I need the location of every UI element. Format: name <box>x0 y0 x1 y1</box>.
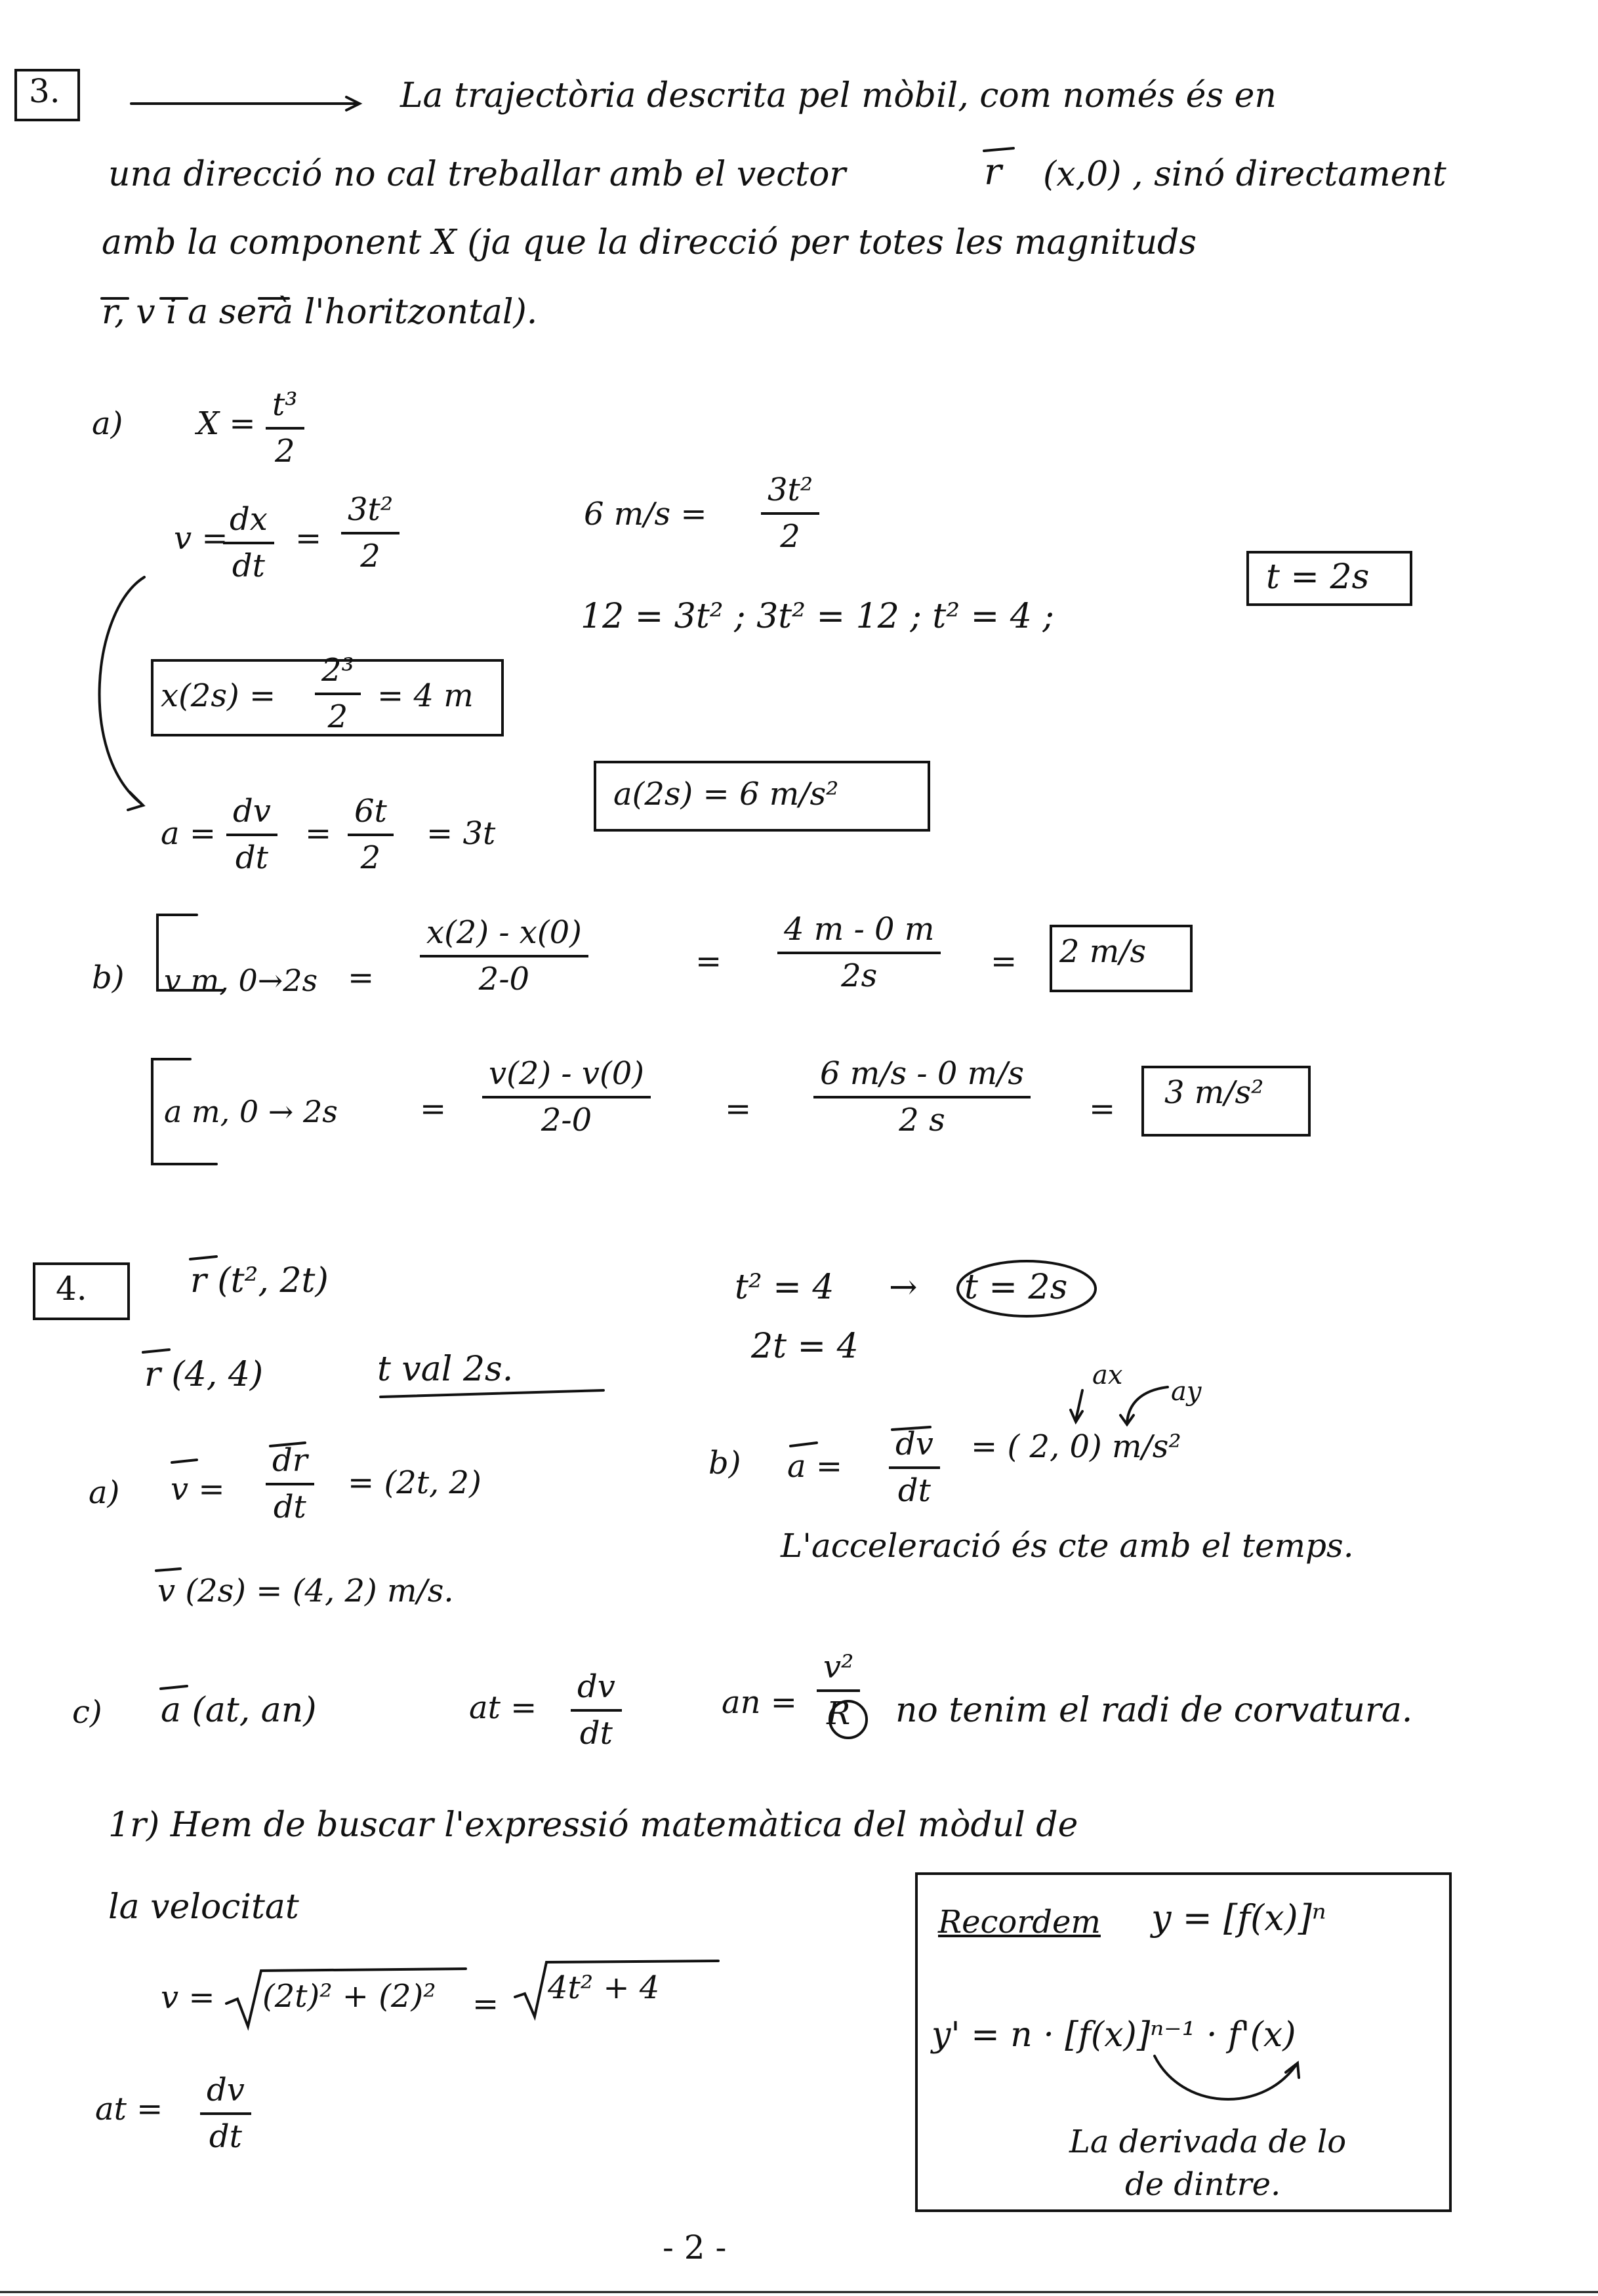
q4-b-lhs: a = <box>787 1448 843 1485</box>
q3-am-num2: 6 m/s - 0 m/s <box>813 1056 1031 1098</box>
q4-mod-radicand: (2t)² + (2)² <box>262 1978 436 2015</box>
q3-intro-line2-tail: (x,0) , sinó directament <box>1043 155 1446 194</box>
q3-x2s-num: 2³ <box>315 653 361 695</box>
q3-am-box: 3 m/s² <box>1164 1074 1264 1111</box>
q3-acc-deriv-num: dv <box>226 794 277 836</box>
q4-mod-eq: = <box>472 1986 499 2023</box>
q3-vm-lhs: v m, 0→2s <box>164 963 318 998</box>
q4-mod-radicand2: 4t² + 4 <box>548 1969 660 2006</box>
q4-mod-lhs: v = <box>161 1979 215 2016</box>
q4-r-44: r (4, 4) <box>144 1355 264 1394</box>
q3-vm-eq2: = <box>695 943 722 980</box>
q3-acc-num: 6t <box>348 794 394 836</box>
q3-acc-den: 2 <box>360 839 381 877</box>
q4-c-an-fraction <box>817 1649 860 1732</box>
q4-c-an-num: v² <box>817 1649 860 1692</box>
q3-intro-line2: una direcció no cal treballar amb el vector <box>108 155 846 194</box>
q3-am-eq3: = <box>1089 1091 1116 1127</box>
q3-x2s-lhs: x(2s) = <box>161 677 276 714</box>
reminder-title: Recordem <box>938 1904 1101 1941</box>
q3-vm-box: 2 m/s <box>1059 933 1147 970</box>
q4-b-deriv-num: dv <box>889 1426 940 1469</box>
q3-am-lhs: a m, 0 → 2s <box>164 1094 338 1129</box>
q3-v-deriv-num: dx <box>223 502 274 544</box>
q3-x2s-fraction <box>315 653 361 735</box>
q3-acc-deriv <box>226 794 277 876</box>
q3-v-deriv <box>223 502 274 584</box>
q4-t2: t² = 4 <box>735 1268 834 1307</box>
q3-acc-result: = 3t <box>426 815 496 852</box>
q4-c-at-den: dt <box>579 1715 613 1752</box>
q3-am-den: 2-0 <box>541 1102 592 1139</box>
q3-six-fraction <box>761 472 819 555</box>
q3-vm-eq3: = <box>991 943 1017 980</box>
q4-ay-label: ay <box>1171 1377 1202 1407</box>
q3-vm-fraction2 <box>777 912 941 994</box>
q3-part-a-label: a) <box>92 405 123 442</box>
q3-am-num: v(2) - v(0) <box>482 1056 651 1098</box>
q4-v-deriv-num: dr <box>266 1443 314 1485</box>
q4-ax-label: ax <box>1092 1360 1123 1390</box>
q3-vm-eq: = <box>348 959 375 996</box>
q4-c-at: at = <box>469 1689 537 1726</box>
q3-am-fraction2 <box>813 1056 1031 1138</box>
q4-at2-fraction <box>200 2072 251 2155</box>
q4-step1b: la velocitat <box>108 1887 299 1927</box>
q4-at2-num: dv <box>200 2072 251 2115</box>
q4-at2-den: dt <box>209 2118 242 2156</box>
q4-b-deriv <box>889 1426 940 1509</box>
q3-intro-line3: amb la component X (ja que la direcció per totes les magnituds <box>102 223 1197 262</box>
q3-six-den: 2 <box>780 518 800 555</box>
q3-intro-vec-r: r <box>984 151 1002 193</box>
q3-am-eq: = <box>420 1091 447 1127</box>
q4-twot: 2t = 4 <box>751 1327 859 1366</box>
q3-x-fraction <box>266 387 304 470</box>
q4-arrow: → <box>889 1268 918 1307</box>
q3-part-b-label: b) <box>92 959 125 996</box>
q3-x-num: t³ <box>266 387 304 430</box>
q4-c-an: an = <box>722 1684 798 1721</box>
reminder-note-line1: La derivada de lo <box>1069 2124 1347 2160</box>
q3-vm-num2: 4 m - 0 m <box>777 912 941 954</box>
q3-x2s-result: = 4 m <box>377 677 474 714</box>
q3-acc-fraction <box>348 794 394 876</box>
q3-six-lhs: 6 m/s = <box>584 496 707 533</box>
q4-at2-lhs: at = <box>95 2091 163 2127</box>
page-number: - 2 - <box>663 2228 727 2266</box>
q4-c-at-fraction <box>571 1669 622 1752</box>
q3-acc-deriv-den: dt <box>235 839 268 877</box>
q4-part-c-label: c) <box>72 1694 102 1731</box>
q4-b-deriv-den: dt <box>897 1472 931 1510</box>
q4-c-a: a (at, an) <box>161 1691 317 1730</box>
q4-b-result: = ( 2, 0) m/s² <box>971 1428 1181 1465</box>
q3-vm-den2: 2s <box>841 957 878 995</box>
q3-am-fraction1 <box>482 1056 651 1138</box>
q4-step1: 1r) Hem de buscar l'expressió matemàtica del mòdul de <box>108 1805 1078 1845</box>
q4-c-note: no tenim el radi de corvatura. <box>895 1691 1413 1730</box>
q3-acc-lhs: a = <box>161 815 216 852</box>
q4-r-def: r (t², 2t) <box>190 1261 329 1300</box>
q4-v2s: v (2s) = (4, 2) m/s. <box>157 1573 454 1609</box>
q3-solve: 12 = 3t² ; 3t² = 12 ; t² = 4 ; <box>581 597 1054 636</box>
q3-intro-line4: r, v i a serà l'horitzontal). <box>102 292 538 332</box>
q4-part-a-label: a) <box>89 1474 120 1511</box>
q4-b-note: L'acceleració és cte amb el temps. <box>781 1527 1354 1565</box>
q3-v-num: 3t² <box>341 492 400 534</box>
q3-vm-num: x(2) - x(0) <box>420 915 588 957</box>
q3-vm-den: 2-0 <box>478 961 530 998</box>
q4-v-deriv <box>266 1443 314 1525</box>
q3-x-den: 2 <box>274 433 295 470</box>
reminder-yprime: y' = n · [f(x)]ⁿ⁻¹ · f'(x) <box>932 2015 1296 2055</box>
q3-six-num: 3t² <box>761 472 819 515</box>
q3-intro-line1: La trajectòria descrita pel mòbil, com només és en <box>400 76 1277 115</box>
q3-a2s-box: a(2s) = 6 m/s² <box>613 776 839 813</box>
q4-v-deriv-den: dt <box>273 1489 306 1526</box>
q4-v-lhs: v = <box>171 1471 225 1508</box>
q3-number: 3. <box>29 72 60 110</box>
q3-v-eq: = <box>295 520 322 557</box>
q3-v-deriv-den: dt <box>232 548 265 585</box>
q3-x2s-den: 2 <box>327 698 348 736</box>
q4-c-at-num: dv <box>571 1669 622 1712</box>
q3-v-lhs: v = <box>174 520 228 557</box>
q4-number: 4. <box>56 1270 87 1308</box>
q4-part-b-label: b) <box>708 1445 741 1481</box>
q4-t-val: t val 2s. <box>377 1350 514 1389</box>
q3-x-lhs: X = <box>197 405 256 442</box>
q3-vm-fraction1 <box>420 915 588 997</box>
q3-v-fraction <box>341 492 400 574</box>
q3-v-den: 2 <box>360 538 380 575</box>
q3-am-den2: 2 s <box>899 1102 945 1139</box>
q3-t-box: t = 2s <box>1266 557 1370 597</box>
q4-t-circled: t = 2s <box>964 1268 1068 1307</box>
q4-c-an-den: R <box>827 1695 851 1733</box>
q3-acc-eq: = <box>305 815 332 852</box>
reminder-note-line2: de dintre. <box>1125 2166 1281 2203</box>
q4-v-result: = (2t, 2) <box>348 1464 481 1501</box>
reminder-y: y = [f(x)]ⁿ <box>1151 1897 1326 1939</box>
q3-am-eq2: = <box>725 1091 752 1127</box>
